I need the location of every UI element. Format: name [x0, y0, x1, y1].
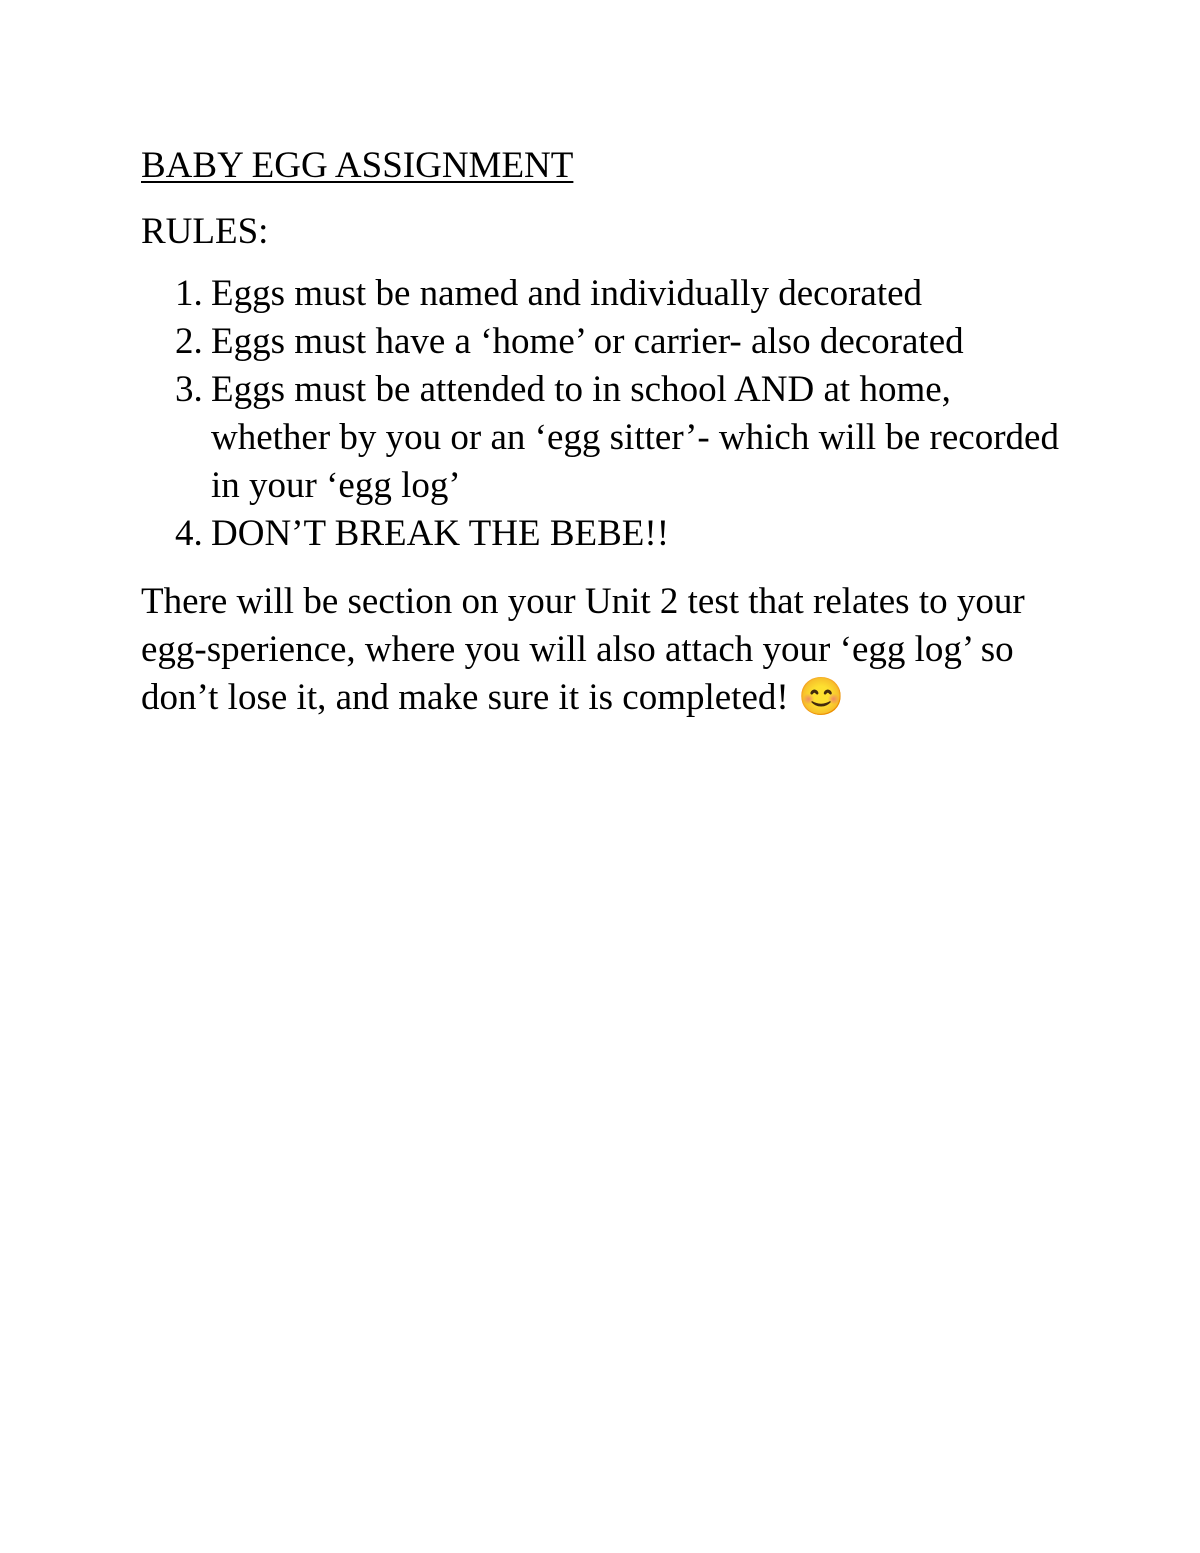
rule-text: Eggs must have a ‘home’ or carrier- also decorated	[211, 321, 964, 362]
rule-number: 1.	[175, 273, 203, 314]
rule-number: 3.	[175, 369, 203, 410]
rules-list	[141, 270, 1061, 558]
rules-heading: RULES:	[141, 211, 269, 252]
rule-text: Eggs must be named and individually decorated	[211, 273, 923, 314]
rule-item-1	[141, 270, 1061, 318]
rule-item-2	[141, 318, 1061, 366]
rule-number: 2.	[175, 321, 203, 362]
document-title: BABY EGG ASSIGNMENT	[141, 145, 574, 186]
rule-number: 4.	[175, 513, 203, 554]
rule-text: Eggs must be attended to in school AND at home, whether by you or an ‘egg sitter’- which will be recorded in your ‘egg log’	[211, 369, 1059, 506]
rule-text: DON’T BREAK THE BEBE!!	[211, 513, 670, 554]
closing-paragraph: There will be section on your Unit 2 test that relates to your egg-sperience, where you will also attach your ‘egg log’ so don’t lose it, and make sure it is completed! 😊	[141, 581, 1025, 718]
rule-item-4	[141, 510, 1061, 558]
rule-item-3	[141, 366, 1061, 510]
